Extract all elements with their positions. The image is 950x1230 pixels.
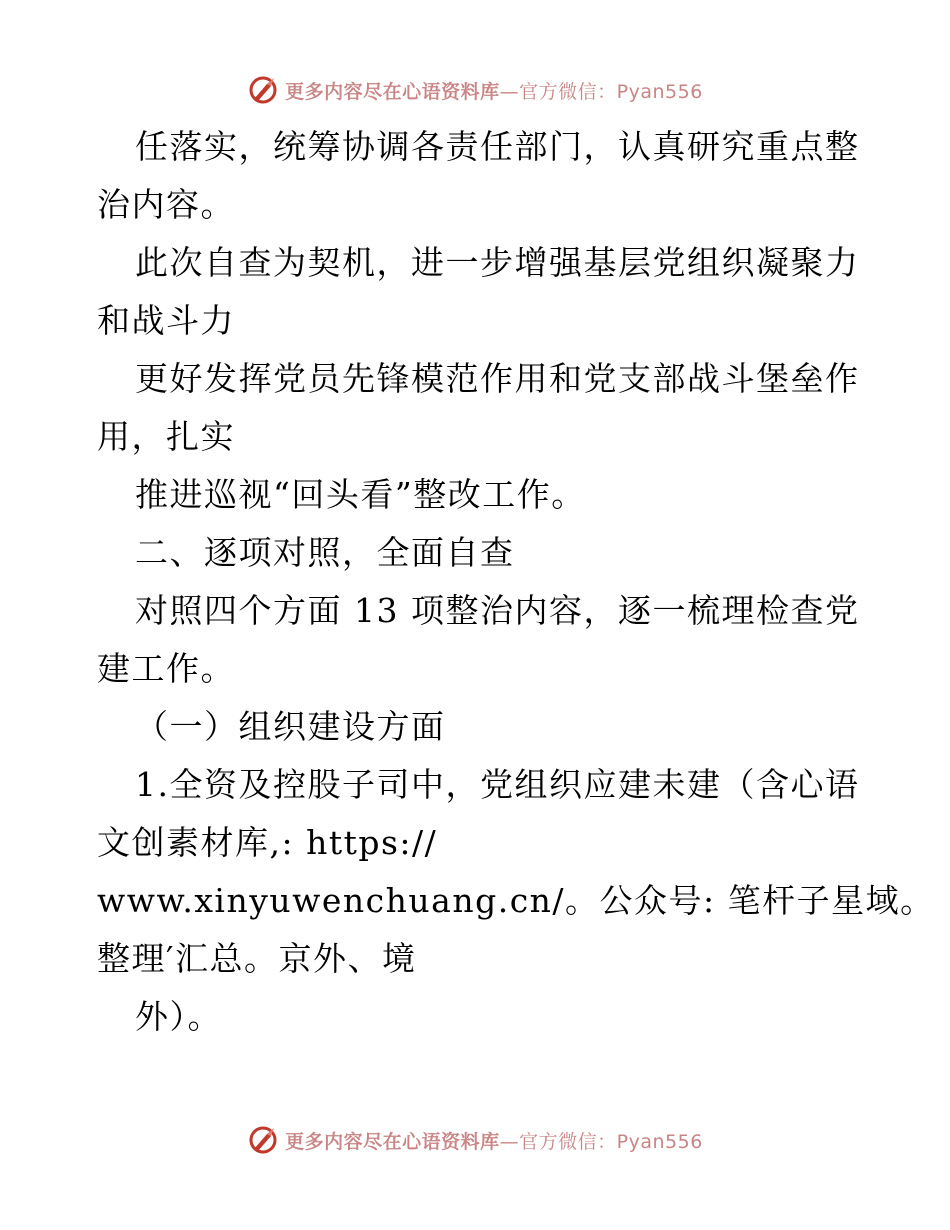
- body-text-line: 任落实，统筹协调各责任部门，认真研究重点整: [135, 127, 860, 166]
- body-text-line: 1.全资及控股子司中，党组织应建未建（含心语: [135, 765, 860, 804]
- body-text-line: 和战斗力: [97, 301, 235, 340]
- body-text-line: 更好发挥党员先锋模范作用和党支部战斗堡垒作: [135, 359, 860, 398]
- body-text-line: www.xinyuwenchuang.cn/。公众号: 笔杆子星域。: [97, 881, 935, 920]
- body-text-line: 整理′汇总。京外、境: [97, 939, 417, 978]
- body-text-line: （一）组织建设方面: [135, 707, 446, 746]
- quill-pen-logo-icon: [247, 1124, 279, 1156]
- watermark-text: 更多内容尽在心语资料库—官方微信：Pyan556: [285, 80, 703, 103]
- body-text-line: 二、逐项对照，全面自查: [135, 533, 515, 572]
- body-text-line: 治内容。: [97, 185, 235, 224]
- body-text-line: 用，扎实: [97, 417, 235, 456]
- body-text-line: 建工作。: [97, 649, 235, 688]
- watermark-text: 更多内容尽在心语资料库—官方微信：Pyan556: [285, 1130, 703, 1153]
- footer-watermark: [0, 1120, 950, 1160]
- document-body: [97, 118, 935, 1046]
- body-text-line: 外）。: [135, 997, 222, 1036]
- body-text-line: 文创素材库,: https://: [97, 823, 438, 862]
- header-watermark: [0, 70, 950, 110]
- quill-pen-logo-icon: [247, 74, 279, 106]
- body-text-line: 推进巡视“回头看”整改工作。: [135, 475, 586, 514]
- body-text-line: 对照四个方面 13 项整治内容，逐一梳理检查党: [135, 591, 860, 630]
- body-text-line: 此次自查为契机，进一步增强基层党组织凝聚力: [135, 243, 860, 282]
